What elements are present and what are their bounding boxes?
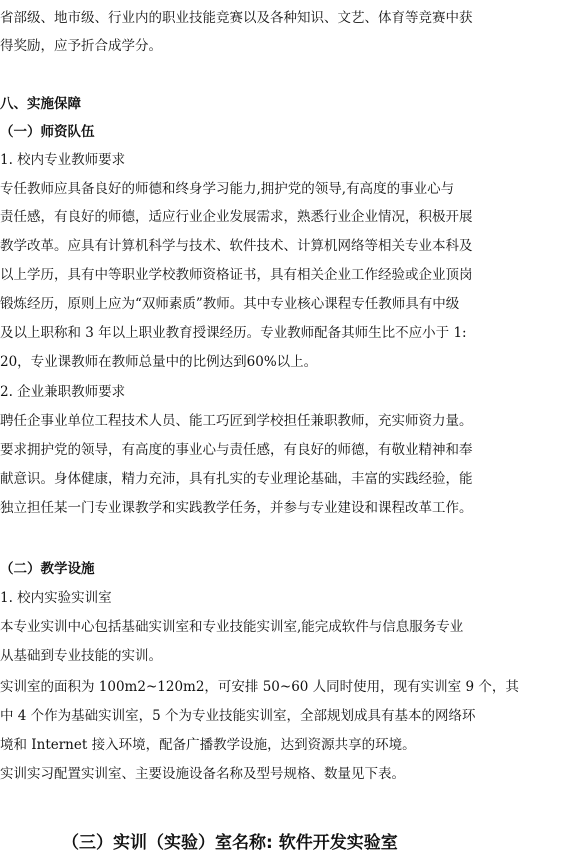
- paragraph-line: 教学改革。应具有计算机科学与技术、软件技术、计算机网络等相关专业本科及: [0, 238, 473, 254]
- paragraph-line: 本专业实训中心包括基础实训室和专业技能实训室,能完成软件与信息服务专业: [0, 619, 464, 635]
- subsection-1-heading: （一）师资队伍: [0, 124, 95, 140]
- intro-line-2: 得奖励，应予折合成学分。: [0, 38, 162, 54]
- paragraph-line: 中 4 个作为基础实训室，5 个为专业技能实训室，全部规划成具有基本的网络环: [0, 708, 476, 724]
- subsection-2-heading: （二）教学设施: [0, 561, 95, 577]
- paragraph-line: 献意识。身体健康，精力充沛，具有扎实的专业理论基础，丰富的实践经验，能: [0, 471, 473, 487]
- paragraph-line: 从基础到专业技能的实训。: [0, 648, 162, 664]
- paragraph-line: 实训实习配置实训室、主要设施设备名称及型号规格、数量见下表。: [0, 766, 405, 782]
- paragraph-line: 实训室的面积为 100m2~120m2，可安排 50~60 人同时使用，现有实训室 9 个，其: [0, 679, 519, 695]
- paragraph-line: 以上学历，具有中等职业学校教师资格证书，具有相关企业工作经验或企业顶岗: [0, 267, 473, 283]
- paragraph-line: 境和 Internet 接入环境，配备广播教学设施，达到资源共享的环境。: [0, 737, 416, 753]
- subsection-3-heading: （三）实训（实验）室名称: 软件开发实验室: [62, 833, 398, 853]
- paragraph-line: 及以上职称和 3 年以上职业教育授课经历。专业教师配备其师生比不应小于 1:: [0, 325, 467, 341]
- paragraph-line: 责任感，有良好的师德，适应行业企业发展需求，熟悉行业企业情况，积极开展: [0, 209, 473, 225]
- intro-line-1: 省部级、地市级、行业内的职业技能竞赛以及各种知识、文艺、体育等竞赛中获: [0, 10, 473, 26]
- item-2-title: 2. 企业兼职教师要求: [0, 384, 126, 400]
- paragraph-line: 要求拥护党的领导，有高度的事业心与责任感，有良好的师德，有敬业精神和奉: [0, 442, 473, 458]
- item-1-title: 1. 校内专业教师要求: [0, 152, 126, 168]
- paragraph-line: 20，专业课教师在教师总量中的比例达到60%以上。: [0, 354, 318, 370]
- item-1-title: 1. 校内实验实训室: [0, 590, 112, 606]
- paragraph-line: 独立担任某一门专业课教学和实践教学任务，并参与专业建设和课程改革工作。: [0, 500, 473, 516]
- section-8-heading: 八、实施保障: [0, 96, 81, 112]
- paragraph-line: 专任教师应具备良好的师德和终身学习能力,拥护党的领导,有高度的事业心与: [0, 181, 455, 197]
- paragraph-line: 锻炼经历，原则上应为“双师素质”教师。其中专业核心课程专任教师具有中级: [0, 296, 460, 312]
- paragraph-line: 聘任企事业单位工程技术人员、能工巧匠到学校担任兼职教师，充实师资力量。: [0, 413, 473, 429]
